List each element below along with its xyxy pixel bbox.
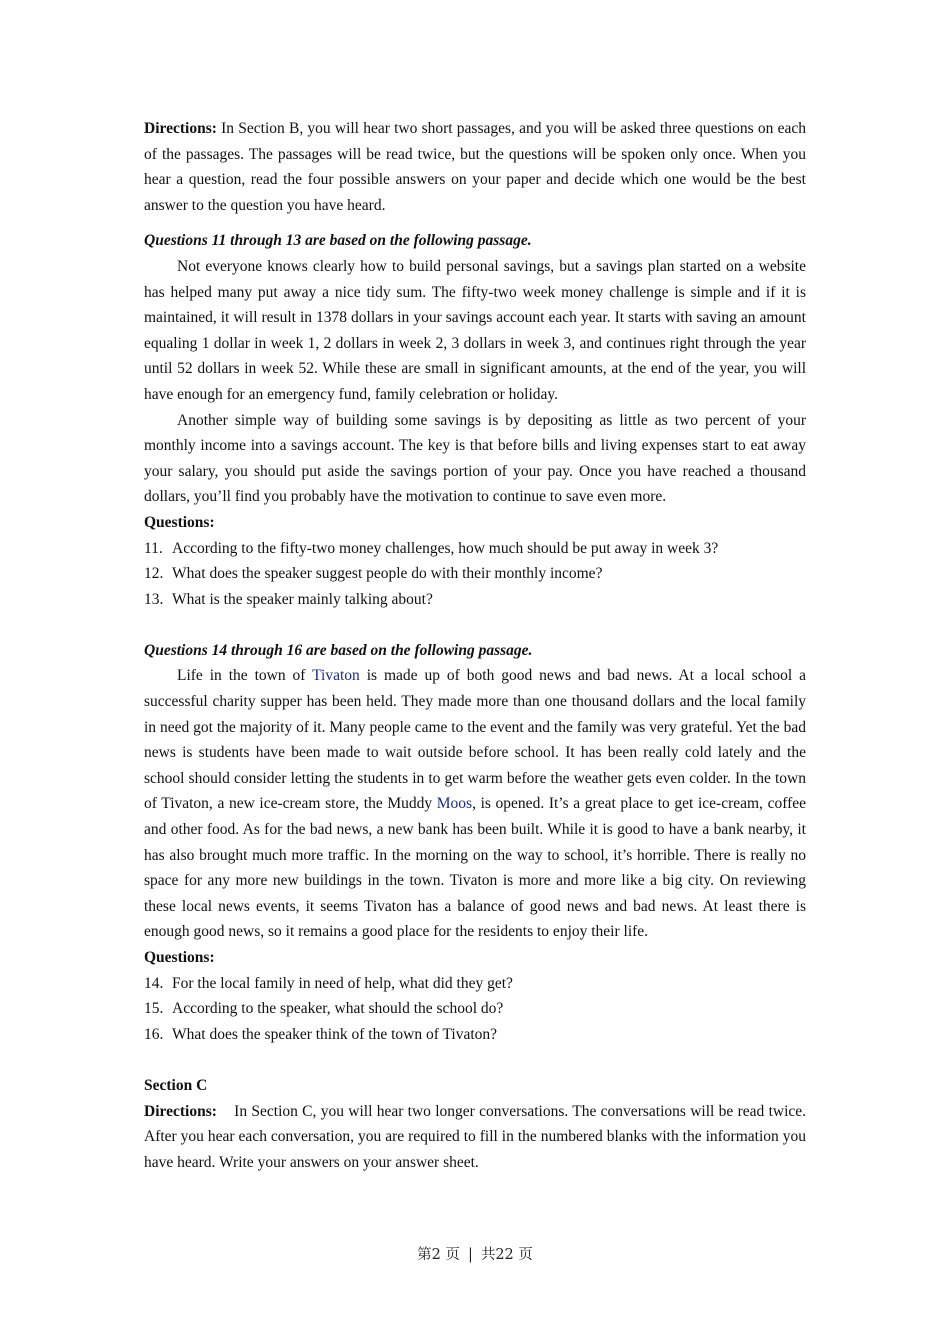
directions-label: Directions: [144, 120, 217, 137]
passage1-question-list [144, 536, 806, 613]
question-15 [144, 996, 806, 1022]
directions-label: Directions: [144, 1102, 217, 1120]
directions-text: In Section B, you will hear two short passages, and you will be asked three questions on each of the passages. The passages will be read twice, but the questions will be spoken only once. When you hear a question, read the four possible answers on your paper and decide which one would be the best answer to the question you have heard. [144, 120, 806, 214]
question-13 [144, 587, 806, 613]
section-c-title: Section C [144, 1076, 208, 1094]
question-number: 12. [144, 565, 164, 583]
page-footer [0, 1243, 950, 1264]
section-b-directions [144, 116, 806, 218]
document-page [144, 116, 806, 1175]
directions-text: In Section C, you will hear two longer conversations. The conversations will be read twice. After you hear each conversation, you are required to fill in the numbered blanks with the information you have heard. Write your answers on your answer sheet. [144, 1102, 807, 1171]
passage2-text-end: , is opened. It’s a great place to get ice-cream, coffee and other food. As for the bad news, a new bank has been built. While it is good to have a bank nearby, it has also brought much more traffic. In the morning on the way to school, it’s horrible. There is really no space for any more new buildings in the town. Tivaton is more and more like a big city. On reviewing these local news events, it seems Tivaton has a balance of good news and bad news. At least there is enough good news, so it remains a good place for the residents to enjoy their life. [144, 795, 806, 941]
question-text: What does the speaker think of the town of Tivaton? [172, 1025, 498, 1043]
moos-link[interactable]: Moos [436, 795, 473, 813]
question-12 [144, 561, 806, 587]
spacer [144, 612, 806, 638]
question-number: 11. [144, 539, 163, 557]
section-c-directions [144, 1099, 806, 1176]
passage1-heading: Questions 11 through 13 are based on the following passage. [144, 232, 532, 250]
question-14 [144, 971, 806, 997]
passage1-questions-label: Questions: [144, 513, 215, 531]
passage1-para2: Another simple way of building some savings is by depositing as little as two percent of your monthly income into a savings account. The key is that before bills and living expenses start to eat away your salary, you should put aside the savings portion of your pay. Once you have reached a thousand dollars, you’ll find you probably have the motivation to continue to save even more. [144, 411, 806, 506]
spacer [144, 1047, 806, 1073]
question-number: 13. [144, 590, 164, 608]
passage2-text-start: Life in the town of [177, 667, 313, 685]
question-text: For the local family in need of help, what did they get? [172, 974, 513, 992]
question-number: 14. [144, 974, 164, 992]
passage1-para1: Not everyone knows clearly how to build personal savings, but a savings plan started on a website has helped many put away a nice tidy sum. The fifty-two week money challenge is simple and if it is maintained, it will result in 1378 dollars in your savings account each year. It starts with saving an amount equaling 1 dollar in week 1, 2 dollars in week 2, 3 dollars in week 3, and continues right through the year until 52 dollars in week 52. While these are small in significant amounts, at the end of the year, you will have enough for an emergency fund, family celebration or holiday. [144, 257, 806, 403]
page-number: 第2 页 [417, 1247, 460, 1263]
page-total: 共22 页 [480, 1247, 533, 1263]
passage2-question-list [144, 971, 806, 1048]
question-number: 16. [144, 1025, 164, 1043]
question-16 [144, 1022, 806, 1048]
passage2-text-mid: is made up of both good news and bad news. At a local school a successful charity supper has been held. They made more than one thousand dollars and the local family in need got the majority of it. Many people came to the event and the family was very grateful. Yet the bad news is students have been made to wait outside before school. It has been really cold lately and the school should consider letting the students in to get warm before the weather gets even colder. In the town of Tivaton, a new ice-cream store, the Muddy [144, 667, 806, 813]
question-text: What is the speaker mainly talking about? [172, 590, 433, 608]
tivaton-link[interactable]: Tivaton [312, 667, 360, 685]
passage2-heading: Questions 14 through 16 are based on the following passage. [144, 641, 533, 659]
question-text: According to the speaker, what should the school do? [172, 1000, 504, 1018]
question-11 [144, 536, 806, 562]
question-text: What does the speaker suggest people do with their monthly income? [172, 565, 603, 583]
question-number: 15. [144, 1000, 164, 1018]
passage2-para [144, 663, 806, 945]
passage2-questions-label: Questions: [144, 949, 215, 966]
question-text: According to the fifty-two money challenges, how much should be put away in week 3? [172, 539, 719, 557]
footer-separator: | [467, 1247, 473, 1263]
